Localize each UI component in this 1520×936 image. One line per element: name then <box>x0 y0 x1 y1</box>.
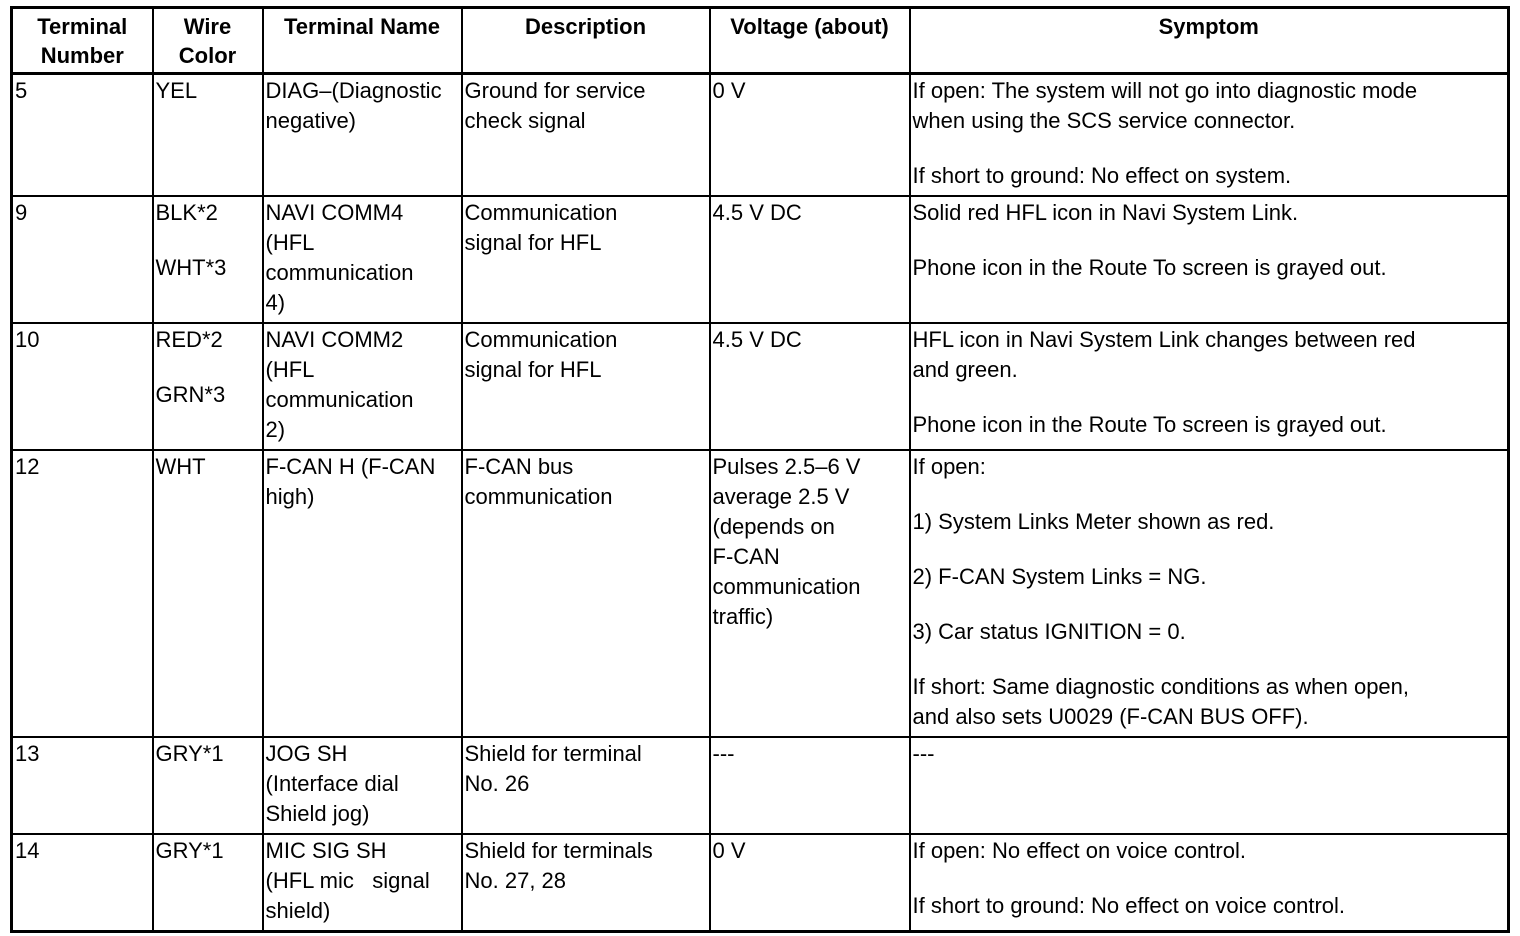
cell-text: NAVI COMM4 <box>265 200 404 225</box>
header-text: Wire <box>183 14 232 39</box>
header-terminal-number <box>12 8 153 74</box>
description-cell <box>462 74 710 197</box>
cell-text: 4) <box>265 290 286 315</box>
cell-text: DIAG–(Diagnostic <box>265 78 442 103</box>
cell-text: WHT*3 <box>155 255 227 280</box>
cell-text: 10 <box>15 327 40 352</box>
cell-text: 4.5 V DC <box>712 327 802 352</box>
cell-text: high) <box>265 484 315 509</box>
cell-text: WHT <box>155 454 206 479</box>
cell-text: Pulses 2.5–6 V <box>712 454 861 479</box>
symptom-cell <box>910 74 1509 197</box>
cell-text: 14 <box>15 838 40 863</box>
symptom-cell <box>910 323 1509 450</box>
description-cell <box>462 450 710 737</box>
cell-text: Shield for terminals <box>464 838 653 863</box>
symptom-text: If short to ground: No effect on voice control. <box>912 893 1346 918</box>
voltage-cell <box>710 834 910 932</box>
header-text: Symptom <box>1158 14 1259 39</box>
terminal-number-cell <box>12 834 153 932</box>
terminal-number-cell <box>12 323 153 450</box>
cell-text: GRN*3 <box>155 382 226 407</box>
terminal-name-cell <box>263 196 462 323</box>
header-row <box>12 8 1509 74</box>
cell-text: (HFL <box>265 357 315 382</box>
cell-text: communication <box>265 387 414 412</box>
table-body <box>12 74 1509 932</box>
header-text: Number <box>40 43 124 68</box>
symptom-text: 3) Car status IGNITION = 0. <box>912 619 1186 644</box>
cell-text: check signal <box>464 108 586 133</box>
symptom-text: and green. <box>912 357 1018 382</box>
cell-text: shield) <box>265 898 331 923</box>
description-cell <box>462 196 710 323</box>
wire-color-cell <box>153 74 263 197</box>
header-text: Description <box>524 14 647 39</box>
description-cell <box>462 737 710 834</box>
cell-text: signal for HFL <box>464 230 602 255</box>
cell-text: YEL <box>155 78 198 103</box>
cell-text: BLK*2 <box>155 200 218 225</box>
cell-text: (HFL mic signal <box>265 868 430 893</box>
symptom-text: when using the SCS service connector. <box>912 108 1296 133</box>
cell-text: 0 V <box>712 838 746 863</box>
terminal-number-cell <box>12 74 153 197</box>
cell-text: JOG SH <box>265 741 348 766</box>
voltage-cell <box>710 196 910 323</box>
cell-text: GRY*1 <box>155 838 224 863</box>
cell-text: No. 27, 28 <box>464 868 567 893</box>
cell-text: F-CAN <box>712 544 780 569</box>
cell-text: --- <box>712 741 735 766</box>
symptom-text: 2) F-CAN System Links = NG. <box>912 564 1207 589</box>
cell-text: signal for HFL <box>464 357 602 382</box>
wire-color-cell <box>153 834 263 932</box>
cell-text: GRY*1 <box>155 741 224 766</box>
header-text: Color <box>178 43 237 68</box>
description-cell <box>462 834 710 932</box>
cell-text: F-CAN H (F-CAN <box>265 454 436 479</box>
symptom-text: Solid red HFL icon in Navi System Link. <box>912 200 1299 225</box>
symptom-text: HFL icon in Navi System Link changes between red <box>912 327 1416 352</box>
table-header <box>12 8 1509 74</box>
table-row <box>12 323 1509 450</box>
terminal-name-cell <box>263 323 462 450</box>
symptom-text: Phone icon in the Route To screen is grayed out. <box>912 412 1387 437</box>
cell-text: No. 26 <box>464 771 530 796</box>
cell-text: 5 <box>15 78 28 103</box>
terminal-name-cell <box>263 74 462 197</box>
cell-text: 13 <box>15 741 40 766</box>
symptom-cell <box>910 196 1509 323</box>
symptom-text: Phone icon in the Route To screen is grayed out. <box>912 255 1387 280</box>
header-text: Voltage (about) <box>730 14 889 39</box>
voltage-cell <box>710 74 910 197</box>
header-description <box>462 8 710 74</box>
header-text: Terminal Name <box>283 14 441 39</box>
cell-text: 12 <box>15 454 40 479</box>
cell-text: 9 <box>15 200 28 225</box>
cell-text: negative) <box>265 108 357 133</box>
header-symptom <box>910 8 1509 74</box>
symptom-text: If short to ground: No effect on system. <box>912 163 1292 188</box>
cell-text: MIC SIG SH <box>265 838 387 863</box>
cell-text: Communication <box>464 327 618 352</box>
table-row <box>12 196 1509 323</box>
symptom-text: and also sets U0029 (F-CAN BUS OFF). <box>912 704 1309 729</box>
wire-color-cell <box>153 737 263 834</box>
terminal-number-cell <box>12 450 153 737</box>
cell-text: F-CAN bus <box>464 454 574 479</box>
cell-text: (depends on <box>712 514 835 539</box>
symptom-text: If open: No effect on voice control. <box>912 838 1246 863</box>
symptom-text: 1) System Links Meter shown as red. <box>912 509 1275 534</box>
description-cell <box>462 323 710 450</box>
table-row <box>12 737 1509 834</box>
symptom-cell <box>910 450 1509 737</box>
cell-text: NAVI COMM2 <box>265 327 404 352</box>
wire-color-cell <box>153 196 263 323</box>
cell-text: 2) <box>265 417 286 442</box>
voltage-cell <box>710 450 910 737</box>
terminal-number-cell <box>12 737 153 834</box>
symptom-text: If open: <box>912 454 986 479</box>
header-terminal-name <box>263 8 462 74</box>
symptom-text: If open: The system will not go into diagnostic mode <box>912 78 1418 103</box>
cell-text: communication <box>712 574 861 599</box>
symptom-text: --- <box>912 741 935 766</box>
cell-text: traffic) <box>712 604 774 629</box>
table-row <box>12 834 1509 932</box>
cell-text: average 2.5 V <box>712 484 850 509</box>
cell-text: communication <box>464 484 613 509</box>
cell-text: 0 V <box>712 78 746 103</box>
cell-text: Shield for terminal <box>464 741 642 766</box>
terminal-name-cell <box>263 737 462 834</box>
wire-color-cell <box>153 450 263 737</box>
cell-text: RED*2 <box>155 327 223 352</box>
header-voltage <box>710 8 910 74</box>
voltage-cell <box>710 323 910 450</box>
cell-text: (Interface dial <box>265 771 399 796</box>
cell-text: 4.5 V DC <box>712 200 802 225</box>
table-row <box>12 450 1509 737</box>
symptom-text: If short: Same diagnostic conditions as when open, <box>912 674 1410 699</box>
terminal-table <box>10 6 1510 933</box>
cell-text: communication <box>265 260 414 285</box>
terminal-number-cell <box>12 196 153 323</box>
cell-text: Communication <box>464 200 618 225</box>
header-wire-color <box>153 8 263 74</box>
symptom-cell <box>910 834 1509 932</box>
terminal-name-cell <box>263 450 462 737</box>
terminal-name-cell <box>263 834 462 932</box>
cell-text: (HFL <box>265 230 315 255</box>
symptom-cell <box>910 737 1509 834</box>
header-text: Terminal <box>37 14 128 39</box>
wire-color-cell <box>153 323 263 450</box>
cell-text: Ground for service <box>464 78 646 103</box>
table-row <box>12 74 1509 197</box>
voltage-cell <box>710 737 910 834</box>
cell-text: Shield jog) <box>265 801 370 826</box>
